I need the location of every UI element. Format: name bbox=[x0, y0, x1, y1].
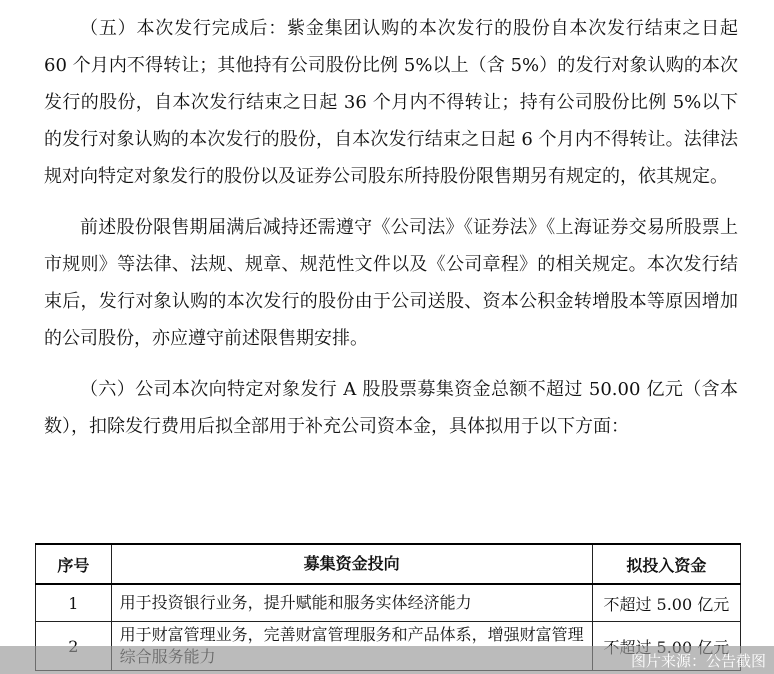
table-header-row bbox=[36, 544, 741, 584]
paragraph-lockup-compliance: 前述股份限售期届满后减持还需遵守《公司法》《证券法》《上海证券交易所股票上市规则》等法律、法规、规章、规范性文件以及《公司章程》的相关规定。本次发行结束后，发行对象认购的本次发行的股份由于公司送股、资本公积金转增股本等原因增加的公司股份，亦应遵守前述限售期安排。 bbox=[44, 217, 738, 349]
header-planned-amount: 拟投入资金 bbox=[592, 544, 740, 584]
source-watermark-text: 图片来源：公告截图 bbox=[630, 652, 766, 670]
document-body bbox=[44, 10, 738, 459]
row-fund-use: 用于投资银行业务，提升赋能和服务实体经济能力 bbox=[111, 584, 592, 622]
paragraph-lockup-five: （五）本次发行完成后：紫金集团认购的本次发行的股份自本次发行结束之日起 60 个月内不得转让；其他持有公司股份比例 5%以上（含 5%）的发行对象认购的本次发行的股份，自本次发行结束之日起 36 个月内不得转让；持有公司股份比例 5%以下的发行对象认购的本次发行的股份，自本次发行结束之日起 6 个月内不得转让。法律法规对向特定对象发行的股份以及证券公司股东所持股份限售期另有规定的，依其规定。 bbox=[44, 18, 738, 187]
header-fund-use: 募集资金投向 bbox=[111, 544, 592, 584]
source-watermark-bar bbox=[0, 646, 774, 674]
paragraph-fundraising-six: （六）公司本次向特定对象发行 A 股股票募集资金总额不超过 50.00 亿元（含本数），扣除发行费用后拟全部用于补充公司资本金，具体拟用于以下方面： bbox=[44, 379, 738, 437]
row-serial: 1 bbox=[36, 584, 112, 622]
table-row bbox=[36, 584, 741, 622]
header-serial: 序号 bbox=[36, 544, 112, 584]
row-fund-use: 用于财富管理业务，完善财富管理服务和产品体系，增强财富管理 bbox=[111, 622, 592, 671]
row-amount: 不超过 5.00 亿元 bbox=[592, 584, 740, 622]
